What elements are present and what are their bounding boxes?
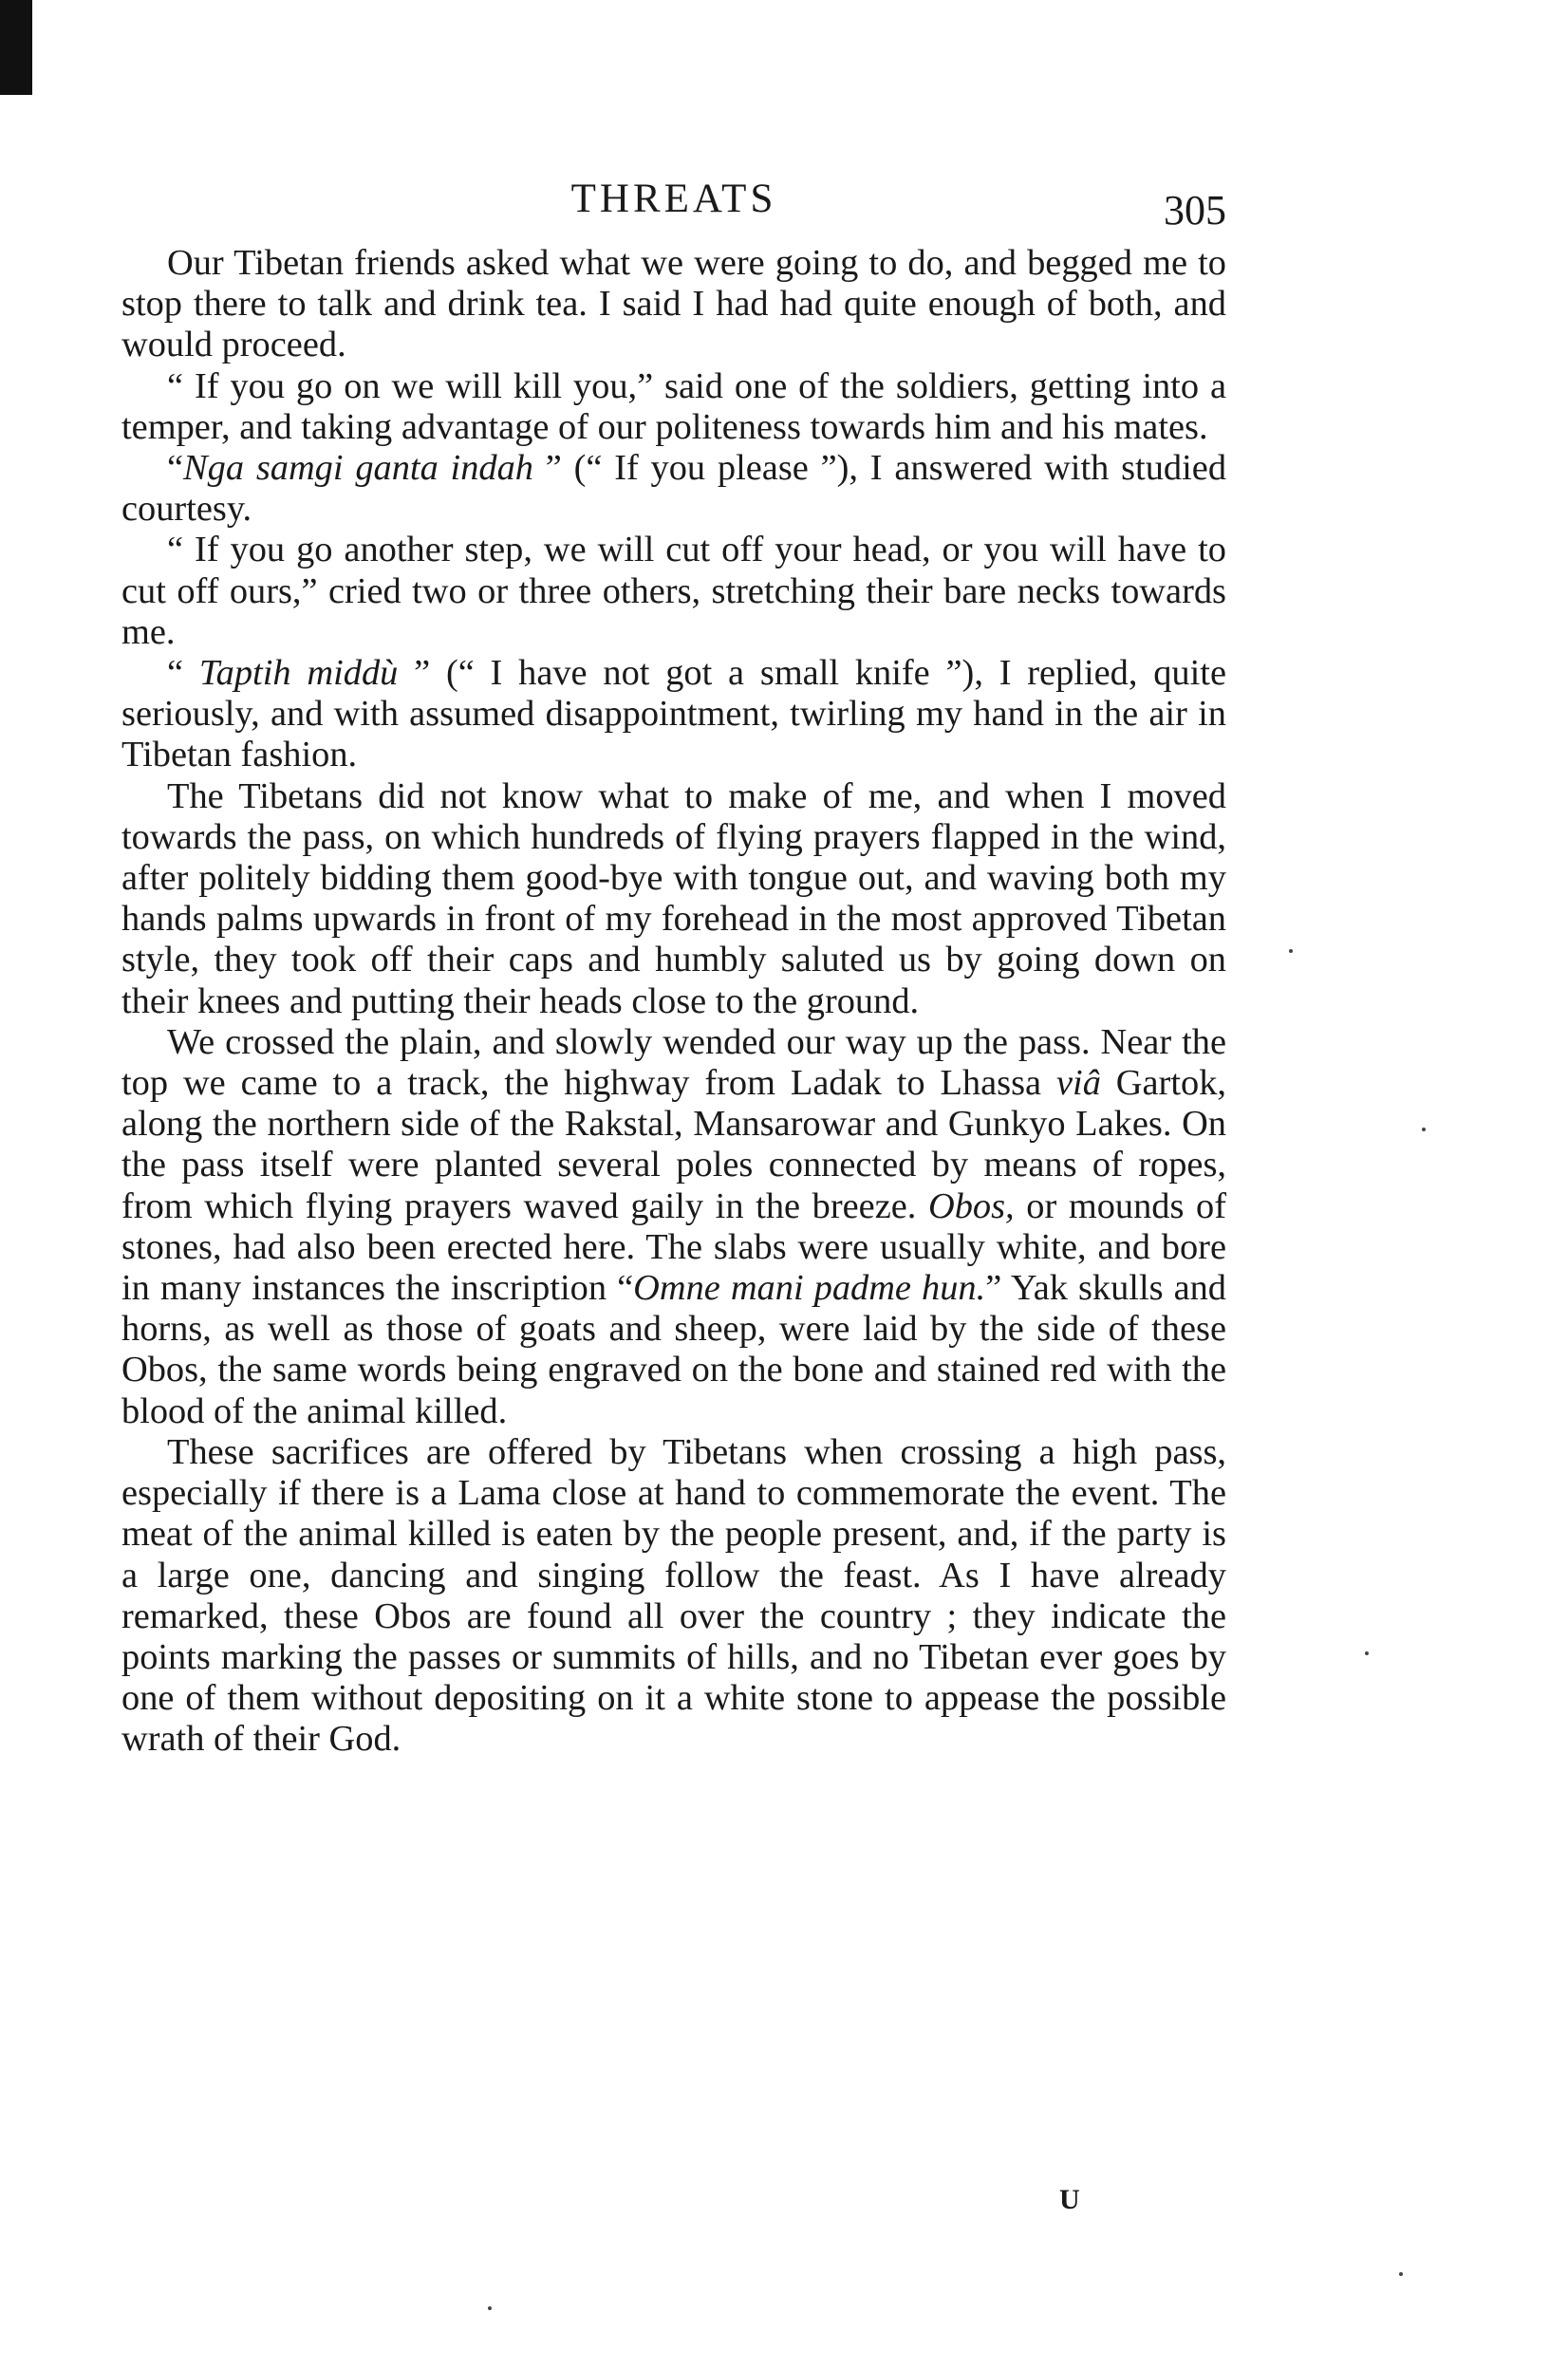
text-run: ” Yak skulls and horns, as well as those of goats and sheep, were laid by the side of these Obos, the same words being engraved on the bone and stained red with the blood of the animal killed. xyxy=(121,1268,1227,1431)
paragraph xyxy=(121,366,1226,448)
italic-run: Nga samgi ganta indah xyxy=(183,448,533,489)
paragraph xyxy=(121,448,1226,530)
paragraph xyxy=(121,653,1226,776)
text-run: ” (“ If you please ”), I answered with studied courtesy. xyxy=(121,448,1227,530)
page-number: 305 xyxy=(1164,187,1226,233)
scan-speck xyxy=(488,2306,492,2310)
scan-speck xyxy=(1399,2272,1403,2276)
text-run: “ If you go another step, we will cut off your head, or you will have to cut off ours,” cried two or three others, stretching their bare necks towards me. xyxy=(121,530,1226,652)
italic-run: Omne mani padme hun. xyxy=(633,1268,986,1309)
text-run: These sacrifices are offered by Tibetans when crossing a high pass, especially if there is a Lama close at hand to commemorate the event. The meat of the animal killed is eaten by the people present, and, if the party is a large one, dancing and singing follow the feast. As I have already remarked, these Obos are found all over the country ; they indicate the points marking the passes or summits of hills, and no Tibetan ever goes by one of them without depositing on it a white stone to appease the possible wrath of their God. xyxy=(121,1431,1226,1760)
text-run: Our Tibetan friends asked what we were going to do, and begged me to stop there to talk and drink tea. I said I had had quite enough of both, and would proceed. xyxy=(121,243,1226,365)
running-head: THREATS xyxy=(570,177,777,221)
scan-speck xyxy=(1365,1651,1369,1655)
text-run: “ xyxy=(167,653,199,694)
paragraph xyxy=(121,243,1226,366)
text-run: “ If you go on we will kill you,” said one of the soldiers, getting into a temper, and taking advantage of our politeness towards him and his mates. xyxy=(121,365,1226,447)
paragraph xyxy=(121,1432,1226,1761)
paragraph xyxy=(121,530,1226,653)
text-run: or mounds of stones, had also been erected here. The slabs were usually white, and bore in many instances the inscription “ xyxy=(121,1185,1226,1309)
signature-mark: U xyxy=(1059,2184,1080,2215)
text-run: Gartok, along the northern side of the Rakstal, Mansarowar and Gunkyo Lakes. On the pass itself were planted several poles connected by means of ropes, from which flying prayers waved gaily in the breeze. xyxy=(121,1063,1226,1226)
paragraph xyxy=(121,1022,1226,1432)
body-text xyxy=(121,243,1226,1761)
text-run: The Tibetans did not know what to make of me, and when I moved towards the pass, on which hundreds of flying prayers flapped in the wind, after politely bidding them good-bye with tongue out, and waving both my hands palms upwards in front of my forehead in the most approved Tibetan style, they took off their caps and humbly saluted us by going down on their knees and putting their heads close to the ground. xyxy=(121,775,1226,1021)
scan-speck xyxy=(1422,1128,1426,1131)
text-run: “ xyxy=(167,448,184,489)
paragraph xyxy=(121,776,1226,1022)
page-header xyxy=(121,171,1226,237)
scan-speck xyxy=(1289,949,1293,953)
text-run: ” (“ I have not got a small knife ”), I replied, quite seriously, and with assumed disappointment, twirling my hand in the air in Tibetan fashion. xyxy=(121,653,1227,775)
italic-run: Taptih middù xyxy=(198,653,399,694)
italic-run: Obos, xyxy=(928,1185,1015,1226)
text-run: We crossed the plain, and slowly wended our way up the pass. Near the top we came to a track, the highway from Ladak to Lhassa xyxy=(121,1021,1226,1104)
italic-run: viâ xyxy=(1055,1063,1101,1104)
scan-edge-mark xyxy=(0,0,32,95)
